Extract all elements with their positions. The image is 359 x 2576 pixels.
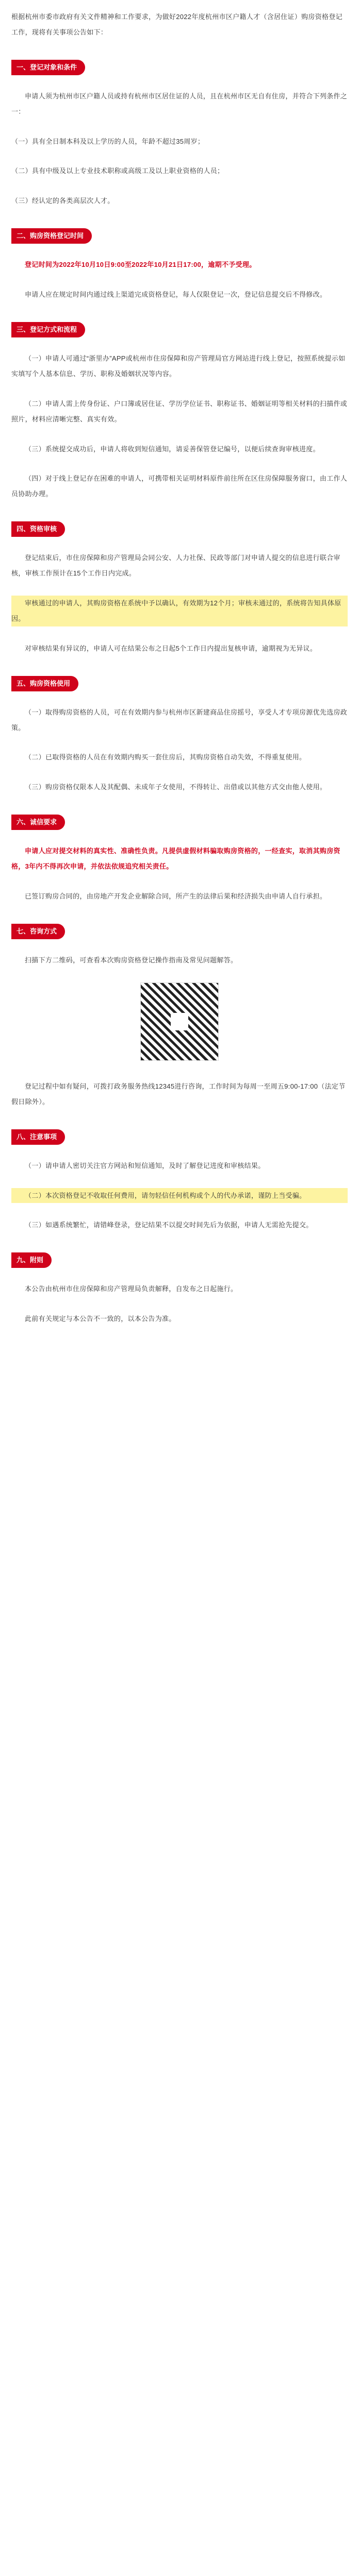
section-title: 九、附则: [11, 1252, 52, 1268]
section-9: [11, 1247, 348, 1327]
paragraph: 登记过程中如有疑问，可拨打政务服务热线12345进行咨询，工作时间为每周一至周五9:00-17:00（法定节假日除外）。: [11, 1082, 346, 1106]
paragraph: （二）本次资格登记不收取任何费用，请勿轻信任何机构或个人的代办承诺，谨防上当受骗。: [11, 1188, 348, 1204]
paragraph: （三）经认定的各类高层次人才。: [11, 197, 115, 205]
paragraph: 审核通过的申请人，其购房资格在系统中予以确认，有效期为12个月；审核未通过的，系统将告知具体原因。: [11, 596, 348, 626]
section-2: [11, 223, 348, 302]
section-title: 八、注意事项: [11, 1129, 65, 1145]
section-7: [11, 919, 348, 1110]
paragraph: （二）申请人需上传身份证、户口簿或居住证、学历学位证书、职称证书、婚姻证明等相关材料的扫描件或照片，材料应清晰完整、真实有效。: [11, 399, 348, 423]
intro-paragraph: 根据杭州市委市政府有关文件精神和工作要求，为做好2022年度杭州市区户籍人才（含居住证）购房资格登记工作，现将有关事项公告如下：: [11, 13, 342, 36]
paragraph: （三）系统提交成功后，申请人将收到短信通知，请妥善保管登记编号，以便后续查询审核进度。: [25, 445, 320, 453]
section-6: [11, 809, 348, 904]
paragraph: 此前有关规定与本公告不一致的，以本公告为准。: [25, 1315, 176, 1323]
paragraph: 已签订购房合同的，由房地产开发企业解除合同，所产生的法律后果和经济损失由申请人自行承担。: [25, 892, 327, 901]
section-title: 六、诚信要求: [11, 815, 65, 830]
section-title: 三、登记方式和流程: [11, 322, 85, 337]
section-3: [11, 317, 348, 502]
qr-code-container: [11, 982, 348, 1063]
qr-code-icon[interactable]: [140, 982, 219, 1061]
paragraph: 对审核结果有异议的，申请人可在结果公布之日起5个工作日内提出复核申请，逾期视为无异议。: [25, 644, 317, 652]
section-5: [11, 671, 348, 795]
paragraph: （一）请申请人密切关注官方网站和短信通知，及时了解登记进度和审核结果。: [25, 1161, 265, 1170]
paragraph: （一）申请人可通过“浙里办”APP或杭州市住房保障和房产管理局官方网站进行线上登记，按照系统提示如实填写个人基本信息、学历、职称及婚姻状况等内容。: [11, 354, 346, 378]
section-title: 五、购房资格使用: [11, 676, 78, 691]
section-title: 四、资格审核: [11, 521, 65, 537]
paragraph: 登记时间为2022年10月10日9:00至2022年10月21日17:00，逾期不予受理。: [25, 261, 256, 269]
paragraph: （三）如遇系统繁忙，请错峰登录，登记结果不以提交时间先后为依据，申请人无需抢先提交。: [25, 1221, 313, 1229]
paragraph: （二）具有中级及以上专业技术职称或高级工及以上职业资格的人员；: [11, 167, 224, 175]
section-1: [11, 55, 348, 209]
paragraph: 登记结束后，市住房保障和房产管理局会同公安、人力社保、民政等部门对申请人提交的信息进行联合审核，审核工作预计在15个工作日内完成。: [11, 554, 340, 578]
section-title: 一、登记对象和条件: [11, 60, 85, 75]
paragraph: （一）具有全日制本科及以上学历的人员，年龄不超过35周岁；: [11, 137, 205, 145]
section-title: 七、咨询方式: [11, 924, 65, 939]
paragraph: 本公告由杭州市住房保障和房产管理局负责解释，自发布之日起施行。: [25, 1285, 238, 1293]
paragraph: 申请人须为杭州市区户籍人员或持有杭州市区居住证的人员，且在杭州市区无自有住房，并符合下列条件之一：: [11, 92, 348, 115]
paragraph: 扫描下方二维码，可查看本次购房资格登记操作指南及常见问题解答。: [25, 956, 238, 964]
paragraph: （一）取得购房资格的人员，可在有效期内参与杭州市区新建商品住房摇号，享受人才专项房源优先选房政策。: [11, 708, 348, 732]
paragraph: 申请人应对提交材料的真实性、准确性负责。凡提供虚假材料骗取购房资格的，一经查实，取消其购房资格，3年内不得再次申请，并依法依规追究相关责任。: [11, 847, 340, 871]
paragraph: （四）对于线上登记存在困难的申请人，可携带相关证明材料原件前往所在区住房保障服务窗口，由工作人员协助办理。: [11, 474, 348, 498]
section-4: [11, 516, 348, 656]
paragraph: （二）已取得资格的人员在有效期内购买一套住房后，其购房资格自动失效，不得重复使用。: [25, 753, 306, 761]
paragraph: （三）购房资格仅限本人及其配偶、未成年子女使用，不得转让、出借或以其他方式交由他人使用。: [25, 783, 327, 791]
section-8: [11, 1124, 348, 1233]
section-title: 二、购房资格登记时间: [11, 228, 92, 244]
paragraph: 申请人应在规定时间内通过线上渠道完成资格登记，每人仅限登记一次，登记信息提交后不得修改。: [25, 291, 327, 299]
